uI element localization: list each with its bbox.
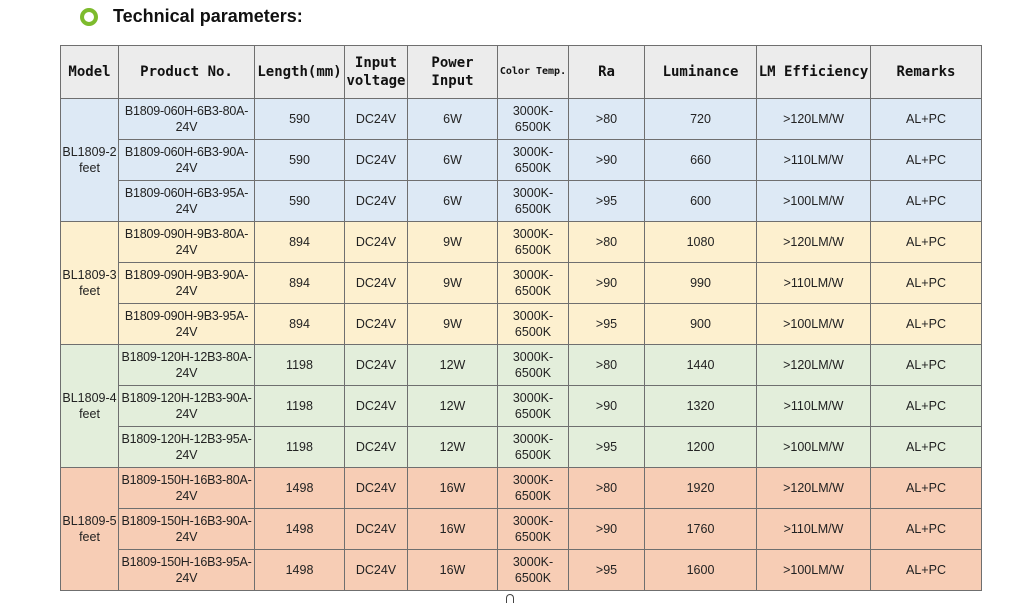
color-temp-cell: 3000K-6500K bbox=[498, 345, 569, 386]
remarks-cell: AL+PC bbox=[871, 386, 982, 427]
input-voltage-cell: DC24V bbox=[345, 345, 408, 386]
remarks-cell: AL+PC bbox=[871, 427, 982, 468]
ra-cell: >95 bbox=[569, 304, 645, 345]
luminance-cell: 1600 bbox=[645, 550, 757, 591]
luminance-cell: 1200 bbox=[645, 427, 757, 468]
table-row bbox=[61, 304, 982, 345]
product-no-cell: B1809-120H-12B3-80A-24V bbox=[119, 345, 255, 386]
input-voltage-cell: DC24V bbox=[345, 263, 408, 304]
ra-cell: >95 bbox=[569, 550, 645, 591]
color-temp-cell: 3000K-6500K bbox=[498, 263, 569, 304]
ra-cell: >90 bbox=[569, 386, 645, 427]
header-color-temp: Color Temp. bbox=[498, 46, 569, 99]
remarks-cell: AL+PC bbox=[871, 550, 982, 591]
color-temp-cell: 3000K-6500K bbox=[498, 386, 569, 427]
section-title: Technical parameters: bbox=[113, 6, 303, 26]
power-input-cell: 6W bbox=[408, 181, 498, 222]
length-cell: 590 bbox=[255, 181, 345, 222]
table-row bbox=[61, 468, 982, 509]
lm-efficiency-cell: >120LM/W bbox=[757, 99, 871, 140]
header-length: Length(mm) bbox=[255, 46, 345, 99]
product-no-cell: B1809-090H-9B3-80A-24V bbox=[119, 222, 255, 263]
remarks-cell: AL+PC bbox=[871, 222, 982, 263]
power-input-cell: 16W bbox=[408, 468, 498, 509]
luminance-cell: 1440 bbox=[645, 345, 757, 386]
power-input-cell: 6W bbox=[408, 140, 498, 181]
table-row bbox=[61, 99, 982, 140]
table-row bbox=[61, 427, 982, 468]
header-lm-efficiency: LM Efficiency bbox=[757, 46, 871, 99]
power-input-cell: 12W bbox=[408, 345, 498, 386]
length-cell: 1198 bbox=[255, 345, 345, 386]
remarks-cell: AL+PC bbox=[871, 140, 982, 181]
color-temp-cell: 3000K-6500K bbox=[498, 304, 569, 345]
input-voltage-cell: DC24V bbox=[345, 427, 408, 468]
color-temp-cell: 3000K-6500K bbox=[498, 468, 569, 509]
input-voltage-cell: DC24V bbox=[345, 550, 408, 591]
lm-efficiency-cell: >120LM/W bbox=[757, 222, 871, 263]
color-temp-cell: 3000K-6500K bbox=[498, 509, 569, 550]
product-no-cell: B1809-090H-9B3-95A-24V bbox=[119, 304, 255, 345]
length-cell: 1498 bbox=[255, 509, 345, 550]
power-input-cell: 16W bbox=[408, 550, 498, 591]
table-row bbox=[61, 386, 982, 427]
length-cell: 1498 bbox=[255, 468, 345, 509]
lm-efficiency-cell: >100LM/W bbox=[757, 550, 871, 591]
ra-cell: >80 bbox=[569, 468, 645, 509]
table-header-row bbox=[61, 46, 982, 99]
ra-cell: >90 bbox=[569, 509, 645, 550]
header-remarks: Remarks bbox=[871, 46, 982, 99]
luminance-cell: 1760 bbox=[645, 509, 757, 550]
lm-efficiency-cell: >110LM/W bbox=[757, 140, 871, 181]
length-cell: 1198 bbox=[255, 427, 345, 468]
header-product-no: Product No. bbox=[119, 46, 255, 99]
header-power-input: Power Input bbox=[408, 46, 498, 99]
green-ring-bullet-icon bbox=[80, 8, 98, 26]
ra-cell: >95 bbox=[569, 181, 645, 222]
input-voltage-cell: DC24V bbox=[345, 99, 408, 140]
length-cell: 590 bbox=[255, 140, 345, 181]
remarks-cell: AL+PC bbox=[871, 181, 982, 222]
model-cell: BL1809-2 feet bbox=[61, 99, 119, 222]
remarks-cell: AL+PC bbox=[871, 263, 982, 304]
lm-efficiency-cell: >100LM/W bbox=[757, 427, 871, 468]
technical-parameters-table bbox=[60, 45, 982, 591]
product-no-cell: B1809-120H-12B3-95A-24V bbox=[119, 427, 255, 468]
length-cell: 894 bbox=[255, 222, 345, 263]
table-row bbox=[61, 263, 982, 304]
length-cell: 590 bbox=[255, 99, 345, 140]
color-temp-cell: 3000K-6500K bbox=[498, 99, 569, 140]
power-input-cell: 9W bbox=[408, 222, 498, 263]
remarks-cell: AL+PC bbox=[871, 99, 982, 140]
table-row bbox=[61, 509, 982, 550]
luminance-cell: 600 bbox=[645, 181, 757, 222]
header-luminance: Luminance bbox=[645, 46, 757, 99]
header-input-voltage: Input voltage bbox=[345, 46, 408, 99]
color-temp-cell: 3000K-6500K bbox=[498, 140, 569, 181]
product-no-cell: B1809-150H-16B3-95A-24V bbox=[119, 550, 255, 591]
length-cell: 1498 bbox=[255, 550, 345, 591]
product-no-cell: B1809-060H-6B3-80A-24V bbox=[119, 99, 255, 140]
ra-cell: >80 bbox=[569, 345, 645, 386]
input-voltage-cell: DC24V bbox=[345, 386, 408, 427]
remarks-cell: AL+PC bbox=[871, 509, 982, 550]
luminance-cell: 1080 bbox=[645, 222, 757, 263]
product-no-cell: B1809-060H-6B3-95A-24V bbox=[119, 181, 255, 222]
model-cell: BL1809-3 feet bbox=[61, 222, 119, 345]
ra-cell: >95 bbox=[569, 427, 645, 468]
power-input-cell: 12W bbox=[408, 427, 498, 468]
header-model: Model bbox=[61, 46, 119, 99]
product-no-cell: B1809-150H-16B3-90A-24V bbox=[119, 509, 255, 550]
luminance-cell: 990 bbox=[645, 263, 757, 304]
lm-efficiency-cell: >120LM/W bbox=[757, 468, 871, 509]
ra-cell: >90 bbox=[569, 263, 645, 304]
remarks-cell: AL+PC bbox=[871, 468, 982, 509]
ra-cell: >80 bbox=[569, 222, 645, 263]
remarks-cell: AL+PC bbox=[871, 345, 982, 386]
color-temp-cell: 3000K-6500K bbox=[498, 427, 569, 468]
input-voltage-cell: DC24V bbox=[345, 509, 408, 550]
input-voltage-cell: DC24V bbox=[345, 181, 408, 222]
length-cell: 1198 bbox=[255, 386, 345, 427]
length-cell: 894 bbox=[255, 263, 345, 304]
model-cell: BL1809-4 feet bbox=[61, 345, 119, 468]
input-voltage-cell: DC24V bbox=[345, 468, 408, 509]
color-temp-cell: 3000K-6500K bbox=[498, 550, 569, 591]
input-voltage-cell: DC24V bbox=[345, 304, 408, 345]
color-temp-cell: 3000K-6500K bbox=[498, 181, 569, 222]
header-ra: Ra bbox=[569, 46, 645, 99]
input-voltage-cell: DC24V bbox=[345, 140, 408, 181]
product-no-cell: B1809-060H-6B3-90A-24V bbox=[119, 140, 255, 181]
luminance-cell: 900 bbox=[645, 304, 757, 345]
lm-efficiency-cell: >100LM/W bbox=[757, 181, 871, 222]
section-heading bbox=[80, 6, 303, 27]
lm-efficiency-cell: >110LM/W bbox=[757, 509, 871, 550]
lm-efficiency-cell: >120LM/W bbox=[757, 345, 871, 386]
ra-cell: >90 bbox=[569, 140, 645, 181]
power-input-cell: 16W bbox=[408, 509, 498, 550]
luminance-cell: 1920 bbox=[645, 468, 757, 509]
table-row bbox=[61, 345, 982, 386]
luminance-cell: 1320 bbox=[645, 386, 757, 427]
power-input-cell: 9W bbox=[408, 263, 498, 304]
power-input-cell: 6W bbox=[408, 99, 498, 140]
lm-efficiency-cell: >100LM/W bbox=[757, 304, 871, 345]
length-cell: 894 bbox=[255, 304, 345, 345]
product-no-cell: B1809-120H-12B3-90A-24V bbox=[119, 386, 255, 427]
input-voltage-cell: DC24V bbox=[345, 222, 408, 263]
power-input-cell: 9W bbox=[408, 304, 498, 345]
table-row bbox=[61, 140, 982, 181]
color-temp-cell: 3000K-6500K bbox=[498, 222, 569, 263]
product-no-cell: B1809-090H-9B3-90A-24V bbox=[119, 263, 255, 304]
luminance-cell: 720 bbox=[645, 99, 757, 140]
ra-cell: >80 bbox=[569, 99, 645, 140]
table-row bbox=[61, 550, 982, 591]
luminance-cell: 660 bbox=[645, 140, 757, 181]
lm-efficiency-cell: >110LM/W bbox=[757, 263, 871, 304]
model-cell: BL1809-5 feet bbox=[61, 468, 119, 591]
remarks-cell: AL+PC bbox=[871, 304, 982, 345]
table-row bbox=[61, 222, 982, 263]
power-input-cell: 12W bbox=[408, 386, 498, 427]
table-row bbox=[61, 181, 982, 222]
product-no-cell: B1809-150H-16B3-80A-24V bbox=[119, 468, 255, 509]
lm-efficiency-cell: >110LM/W bbox=[757, 386, 871, 427]
